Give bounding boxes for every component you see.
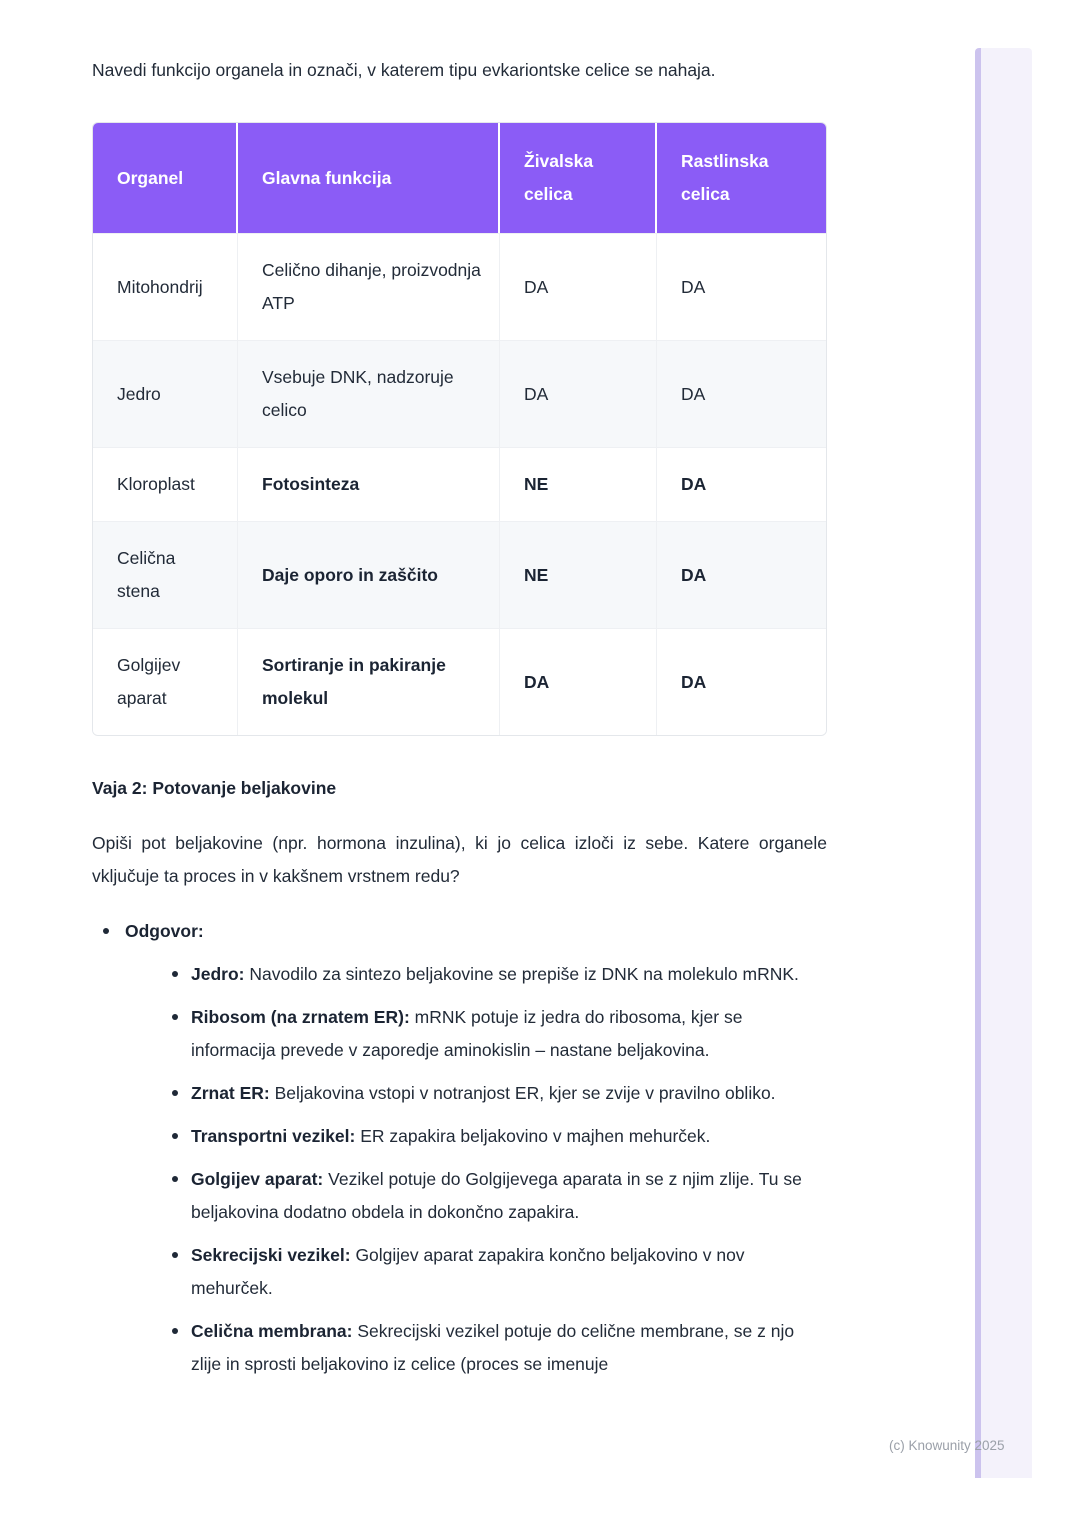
answer-item (158, 1239, 827, 1305)
cell-zivalska: NE (500, 447, 657, 521)
answer-text: Vezikel potuje do Golgijevega aparata in se z njim zlije. Tu se beljakovina dodatno obdela in dokončno zapakira. (191, 1169, 802, 1222)
answer-item (158, 958, 827, 991)
cell-rastlinska: DA (657, 233, 827, 340)
table-row (93, 447, 827, 521)
table-row (93, 233, 827, 340)
copyright-footer: (c) Knowunity 2025 (889, 1438, 1005, 1453)
header-rastlinska: Rastlinska celica (657, 123, 827, 233)
answer-item (158, 1001, 827, 1067)
answer-item (158, 1163, 827, 1229)
cell-funkcija: Celično dihanje, proizvodnja ATP (238, 233, 500, 340)
intro-paragraph: Navedi funkcijo organela in označi, v katerem tipu evkariontske celice se nahaja. (92, 60, 716, 80)
answer-text: Navodilo za sintezo beljakovine se prepiše iz DNK na molekulo mRNK. (249, 964, 799, 984)
page-edge-strip (975, 48, 1032, 1478)
document-content (92, 0, 827, 1381)
cell-organel: Jedro (93, 340, 238, 447)
header-funkcija: Glavna funkcija (238, 123, 500, 233)
cell-funkcija: Vsebuje DNK, nadzoruje celico (238, 340, 500, 447)
answer-lead: Celična membrana: (191, 1321, 353, 1341)
cell-zivalska: DA (500, 233, 657, 340)
cell-organel: Mitohondrij (93, 233, 238, 340)
cell-rastlinska: DA (657, 447, 827, 521)
cell-zivalska: NE (500, 521, 657, 628)
answer-text: Sekrecijski vezikel potuje do celične membrane, se z njo zlije in sprosti beljakovino iz celice (proces se imenuje (191, 1321, 795, 1374)
answer-item (158, 1120, 827, 1153)
cell-rastlinska: DA (657, 521, 827, 628)
answer-text: ER zapakira beljakovino v majhen mehurček. (360, 1126, 711, 1146)
question-paragraph: Opiši pot beljakovine (npr. hormona inzulina), ki jo celica izloči iz sebe. Katere organele vključuje ta proces in v kakšnem vrstnem redu? (92, 833, 827, 886)
answer-text: Beljakovina vstopi v notranjost ER, kjer se zvije v pravilno obliko. (274, 1083, 776, 1103)
cell-funkcija: Fotosinteza (238, 447, 500, 521)
cell-zivalska: DA (500, 340, 657, 447)
answer-item (158, 1315, 827, 1381)
cell-organel: Golgijev aparat (93, 628, 238, 735)
answer-lead: Transportni vezikel: (191, 1126, 356, 1146)
cell-funkcija: Daje oporo in zaščito (238, 521, 500, 628)
answers-list (92, 915, 827, 1381)
section-heading: Vaja 2: Potovanje beljakovine (92, 778, 337, 798)
cell-organel: Celična stena (93, 521, 238, 628)
answer-lead: Sekrecijski vezikel: (191, 1245, 351, 1265)
header-organel: Organel (93, 123, 238, 233)
answers-sublist (125, 958, 827, 1381)
answer-item (158, 1077, 827, 1110)
answer-text: mRNK potuje iz jedra do ribosoma, kjer se informacija prevede v zaporedje aminokislin – nastane beljakovina. (191, 1007, 743, 1060)
cell-rastlinska: DA (657, 340, 827, 447)
answer-text: Golgijev aparat zapakira končno beljakovino v nov mehurček. (191, 1245, 745, 1298)
answer-label: Odgovor: (125, 921, 204, 941)
answer-lead: Golgijev aparat: (191, 1169, 324, 1189)
cell-zivalska: DA (500, 628, 657, 735)
cell-organel: Kloroplast (93, 447, 238, 521)
answer-lead: Zrnat ER: (191, 1083, 270, 1103)
table-header-row (93, 123, 827, 233)
answer-root-item (92, 915, 827, 1381)
table-row (93, 628, 827, 735)
table-row (93, 340, 827, 447)
answer-lead: Ribosom (na zrnatem ER): (191, 1007, 410, 1027)
cell-rastlinska: DA (657, 628, 827, 735)
table-row (93, 521, 827, 628)
header-zivalska: Živalska celica (500, 123, 657, 233)
cell-funkcija: Sortiranje in pakiranje molekul (238, 628, 500, 735)
organelle-table (92, 122, 827, 736)
answer-lead: Jedro: (191, 964, 245, 984)
